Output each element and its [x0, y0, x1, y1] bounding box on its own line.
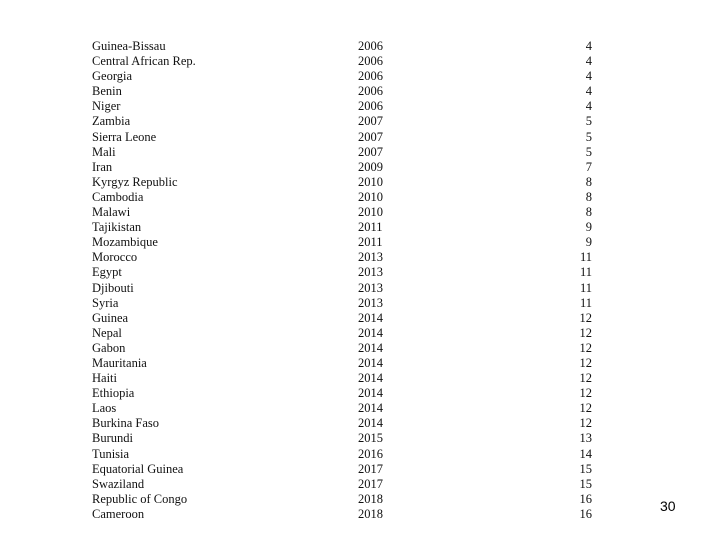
country-cell: Sierra Leone — [92, 129, 157, 144]
year-cell: 2014 — [358, 386, 383, 401]
value-cell: 11 — [579, 250, 592, 265]
table-row — [92, 447, 612, 462]
year-cell: 2010 — [358, 174, 383, 189]
country-cell: Nepal — [92, 325, 122, 340]
value-cell: 13 — [579, 431, 592, 446]
table-row — [92, 371, 612, 386]
value-cell: 12 — [579, 310, 592, 325]
year-cell: 2007 — [358, 114, 383, 129]
year-cell: 2009 — [358, 159, 383, 174]
year-cell: 2015 — [358, 431, 383, 446]
year-cell: 2018 — [358, 491, 383, 506]
value-cell: 11 — [579, 295, 592, 310]
table-row — [92, 462, 612, 477]
year-cell: 2010 — [358, 189, 383, 204]
country-cell: Niger — [92, 99, 121, 114]
table-row — [92, 160, 612, 175]
table-row — [92, 220, 612, 235]
value-cell: 8 — [585, 189, 592, 204]
value-cell: 12 — [579, 386, 592, 401]
country-cell: Republic of Congo — [92, 491, 188, 506]
country-cell: Iran — [92, 159, 113, 174]
country-cell: Ethiopia — [92, 386, 135, 401]
year-cell: 2013 — [358, 295, 383, 310]
value-cell: 15 — [579, 461, 592, 476]
table-row — [92, 190, 612, 205]
country-cell: Syria — [92, 295, 119, 310]
value-cell: 11 — [579, 280, 592, 295]
country-cell: Benin — [92, 84, 122, 99]
value-cell: 8 — [585, 205, 592, 220]
country-cell: Swaziland — [92, 476, 145, 491]
year-cell: 2014 — [358, 310, 383, 325]
country-cell: Egypt — [92, 265, 122, 280]
table-row — [92, 250, 612, 265]
table-row — [92, 130, 612, 145]
year-cell: 2007 — [358, 144, 383, 159]
country-cell: Cambodia — [92, 189, 144, 204]
year-cell: 2014 — [358, 325, 383, 340]
table-row — [92, 265, 612, 280]
country-cell: Zambia — [92, 114, 131, 129]
table-row — [92, 356, 612, 371]
table-row — [92, 416, 612, 431]
table-row — [92, 311, 612, 326]
country-cell: Tunisia — [92, 446, 130, 461]
country-cell: Mali — [92, 144, 116, 159]
value-cell: 4 — [585, 84, 592, 99]
value-cell: 12 — [579, 340, 592, 355]
year-cell: 2016 — [358, 446, 383, 461]
value-cell: 16 — [579, 491, 592, 506]
value-cell: 9 — [585, 220, 592, 235]
country-cell: Guinea — [92, 310, 129, 325]
year-cell: 2018 — [358, 506, 383, 521]
table-row — [92, 145, 612, 160]
table-row — [92, 492, 612, 507]
table-row — [92, 54, 612, 69]
year-cell: 2006 — [358, 99, 383, 114]
table-row — [92, 99, 612, 114]
value-cell: 11 — [579, 265, 592, 280]
country-cell: Kyrgyz Republic — [92, 174, 178, 189]
table-row — [92, 386, 612, 401]
value-cell: 12 — [579, 325, 592, 340]
country-cell: Burkina Faso — [92, 416, 160, 431]
value-cell: 12 — [579, 416, 592, 431]
year-cell: 2011 — [358, 220, 383, 235]
table-row — [92, 281, 612, 296]
year-cell: 2010 — [358, 205, 383, 220]
value-cell: 12 — [579, 355, 592, 370]
value-cell: 4 — [585, 54, 592, 69]
year-cell: 2014 — [358, 355, 383, 370]
year-cell: 2006 — [358, 39, 383, 53]
table-row — [92, 326, 612, 341]
country-cell: Guinea-Bissau — [92, 39, 166, 53]
country-cell: Tajikistan — [92, 220, 142, 235]
country-cell: Malawi — [92, 205, 131, 220]
table-row — [92, 431, 612, 446]
country-cell: Burundi — [92, 431, 133, 446]
country-cell: Gabon — [92, 340, 126, 355]
country-cell: Central African Rep. — [92, 54, 196, 69]
year-cell: 2014 — [358, 371, 383, 386]
country-cell: Djibouti — [92, 280, 134, 295]
year-cell: 2006 — [358, 54, 383, 69]
table-row — [92, 39, 612, 54]
year-cell: 2013 — [358, 280, 383, 295]
year-cell: 2007 — [358, 129, 383, 144]
table-row — [92, 205, 612, 220]
value-cell: 5 — [585, 129, 592, 144]
table-row — [92, 296, 612, 311]
value-cell: 4 — [585, 69, 592, 84]
table-row — [92, 84, 612, 99]
year-cell: 2014 — [358, 401, 383, 416]
value-cell: 12 — [579, 371, 592, 386]
year-cell: 2014 — [358, 340, 383, 355]
year-cell: 2014 — [358, 416, 383, 431]
country-year-table — [92, 39, 612, 522]
country-cell: Equatorial Guinea — [92, 461, 184, 476]
table-row — [92, 401, 612, 416]
page-number: 30 — [660, 498, 676, 514]
year-cell: 2017 — [358, 461, 383, 476]
table-row — [92, 235, 612, 250]
value-cell: 16 — [579, 506, 592, 521]
value-cell: 7 — [585, 159, 592, 174]
year-cell: 2006 — [358, 69, 383, 84]
country-cell: Morocco — [92, 250, 138, 265]
table-row — [92, 341, 612, 356]
country-cell: Georgia — [92, 69, 133, 84]
table-row — [92, 175, 612, 190]
country-cell: Laos — [92, 401, 117, 416]
year-cell: 2013 — [358, 250, 383, 265]
value-cell: 9 — [585, 235, 592, 250]
value-cell: 5 — [585, 144, 592, 159]
table-row — [92, 477, 612, 492]
table-row — [92, 507, 612, 522]
value-cell: 15 — [579, 476, 592, 491]
country-cell: Cameroon — [92, 506, 145, 521]
country-cell: Mauritania — [92, 355, 147, 370]
table-row — [92, 114, 612, 129]
value-cell: 12 — [579, 401, 592, 416]
value-cell: 8 — [585, 174, 592, 189]
value-cell: 14 — [579, 446, 592, 461]
year-cell: 2017 — [358, 476, 383, 491]
year-cell: 2013 — [358, 265, 383, 280]
country-cell: Mozambique — [92, 235, 158, 250]
table-row — [92, 69, 612, 84]
year-cell: 2006 — [358, 84, 383, 99]
country-cell: Haiti — [92, 371, 117, 386]
year-cell: 2011 — [358, 235, 383, 250]
value-cell: 4 — [585, 39, 592, 53]
value-cell: 5 — [585, 114, 592, 129]
value-cell: 4 — [585, 99, 592, 114]
